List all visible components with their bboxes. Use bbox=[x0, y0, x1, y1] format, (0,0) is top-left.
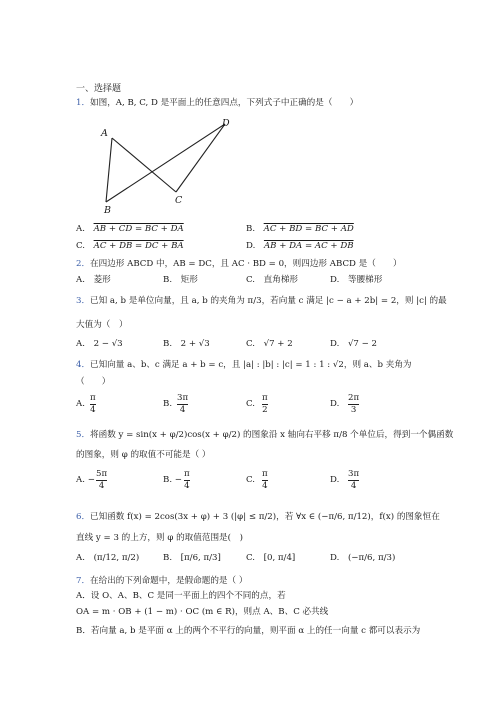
q4-option-d-fraction: 2π 3 bbox=[348, 393, 360, 415]
q3-option-b: B. 2 + √3 bbox=[163, 339, 210, 349]
q1-option-c: C. AC + DB = DC + BA bbox=[76, 241, 184, 251]
q3-option-a: A. 2 − √3 bbox=[76, 339, 123, 349]
q4-option-a-fraction: π 4 bbox=[90, 393, 96, 415]
q1-option-d: D. AB + DA = AC + DB bbox=[246, 241, 354, 251]
figure-label-b: B bbox=[104, 205, 111, 216]
q3-option-c: C. √7 + 2 bbox=[246, 339, 293, 349]
q2-option-a: A. 菱形 bbox=[76, 275, 111, 285]
q5-stem: 将函数 y = sin(x + φ/2)cos(x + φ/2) 的图象沿 x 轴向右平移 π/8 个单位后，得到一个偶函数 bbox=[90, 430, 454, 440]
q3-number: 3． bbox=[76, 296, 91, 306]
q7-option-a-line1: A．设 O、A、B、C 是同一平面上的四个不同的点，若 bbox=[76, 591, 286, 601]
q1-option-b: B. AC + BD = BC + AD bbox=[246, 224, 354, 234]
q6-option-a: A. (π/12, π/2) bbox=[76, 553, 140, 563]
q4-stem: 已知向量 a、b、c 满足 a + b = c，且 |a| : |b| : |c| = 1 : 1 : √2，则 a、b 夹角为 bbox=[90, 360, 412, 370]
figure-label-a: A bbox=[101, 128, 108, 139]
q5-option-d: D. bbox=[330, 475, 340, 485]
q7-stem: 在给出的下列命题中，是假命题的是（ ） bbox=[90, 576, 248, 586]
q5-option-c-fraction: π 4 bbox=[262, 469, 268, 491]
q5-option-b: B. − bbox=[163, 475, 182, 485]
q6-stem-line2: 直线 y = 3 的上方，则 φ 的取值范围是( ) bbox=[76, 533, 243, 543]
q4-number: 4． bbox=[76, 360, 91, 370]
q5-option-b-fraction: π 4 bbox=[184, 469, 190, 491]
q6-stem: 已知函数 f(x) = 2cos(3x + φ) + 3 (|φ| ≤ π/2)，若 ∀x ∈ (−π/6, π/12)，f(x) 的图象恒在 bbox=[90, 512, 440, 522]
section-title: 一、选择题 bbox=[76, 84, 122, 94]
q3-option-d: D. √7 − 2 bbox=[330, 339, 378, 349]
q5-option-d-fraction: 3π 4 bbox=[348, 469, 360, 491]
q4-option-c: C. bbox=[246, 399, 256, 409]
q1-option-a: A. AB + CD = BC + DA bbox=[76, 224, 184, 234]
q5-stem-line2: 的图象，则 φ 的取值不可能是（ ） bbox=[76, 450, 211, 460]
q4-option-a: A. bbox=[76, 399, 85, 409]
q2-option-d: D. 等腰梯形 bbox=[330, 275, 383, 285]
q1-number: 1． bbox=[76, 98, 91, 108]
figure-label-c: C bbox=[175, 195, 183, 206]
q7-number: 7． bbox=[76, 576, 91, 586]
q2-option-b: B. 矩形 bbox=[163, 275, 198, 285]
q5-number: 5． bbox=[76, 430, 91, 440]
q2-option-c: C. 直角梯形 bbox=[246, 275, 299, 285]
q6-option-b: B. [π/6, π/3] bbox=[163, 553, 221, 563]
q6-number: 6． bbox=[76, 512, 91, 522]
q4-option-b: B. bbox=[163, 399, 173, 409]
q7-option-b: B．若向量 a, b 是平面 α 上的两个不平行的向量，则平面 α 上的任一向量 c 都可以表示为 bbox=[76, 626, 421, 636]
q2-stem: 在四边形 ABCD 中，AB = DC，且 AC · BD = 0，则四边形 ABCD 是（ ） bbox=[90, 259, 402, 269]
q6-option-d: D. (−π/6, π/3) bbox=[330, 553, 396, 563]
q5-option-a: A. − bbox=[76, 475, 95, 485]
q3-stem-line2: 大值为（ ） bbox=[76, 320, 128, 330]
q3-stem: 已知 a, b 是单位向量，且 a, b 的夹角为 π/3，若向量 c 满足 |c − a + 2b| = 2，则 |c| 的最 bbox=[90, 296, 447, 306]
q4-stem-line2: （ ） bbox=[76, 377, 111, 387]
q4-option-c-fraction: π 2 bbox=[262, 393, 268, 415]
figure-label-d: D bbox=[222, 118, 230, 129]
q5-option-c: C. bbox=[246, 475, 256, 485]
q1-stem: 如图，A, B, C, D 是平面上的任意四点，下列式子中正确的是（ ） bbox=[90, 98, 359, 108]
q4-option-b-fraction: 3π 4 bbox=[177, 393, 189, 415]
q5-option-a-fraction: 5π 4 bbox=[96, 469, 108, 491]
q2-number: 2． bbox=[76, 259, 91, 269]
q4-option-d: D. bbox=[330, 399, 340, 409]
q7-option-a-line2: OA = m · OB + (1 − m) · OC (m ∈ R)，则点 A、B、C 必共线 bbox=[76, 607, 329, 617]
q6-option-c: C. [0, π/4] bbox=[246, 553, 296, 563]
